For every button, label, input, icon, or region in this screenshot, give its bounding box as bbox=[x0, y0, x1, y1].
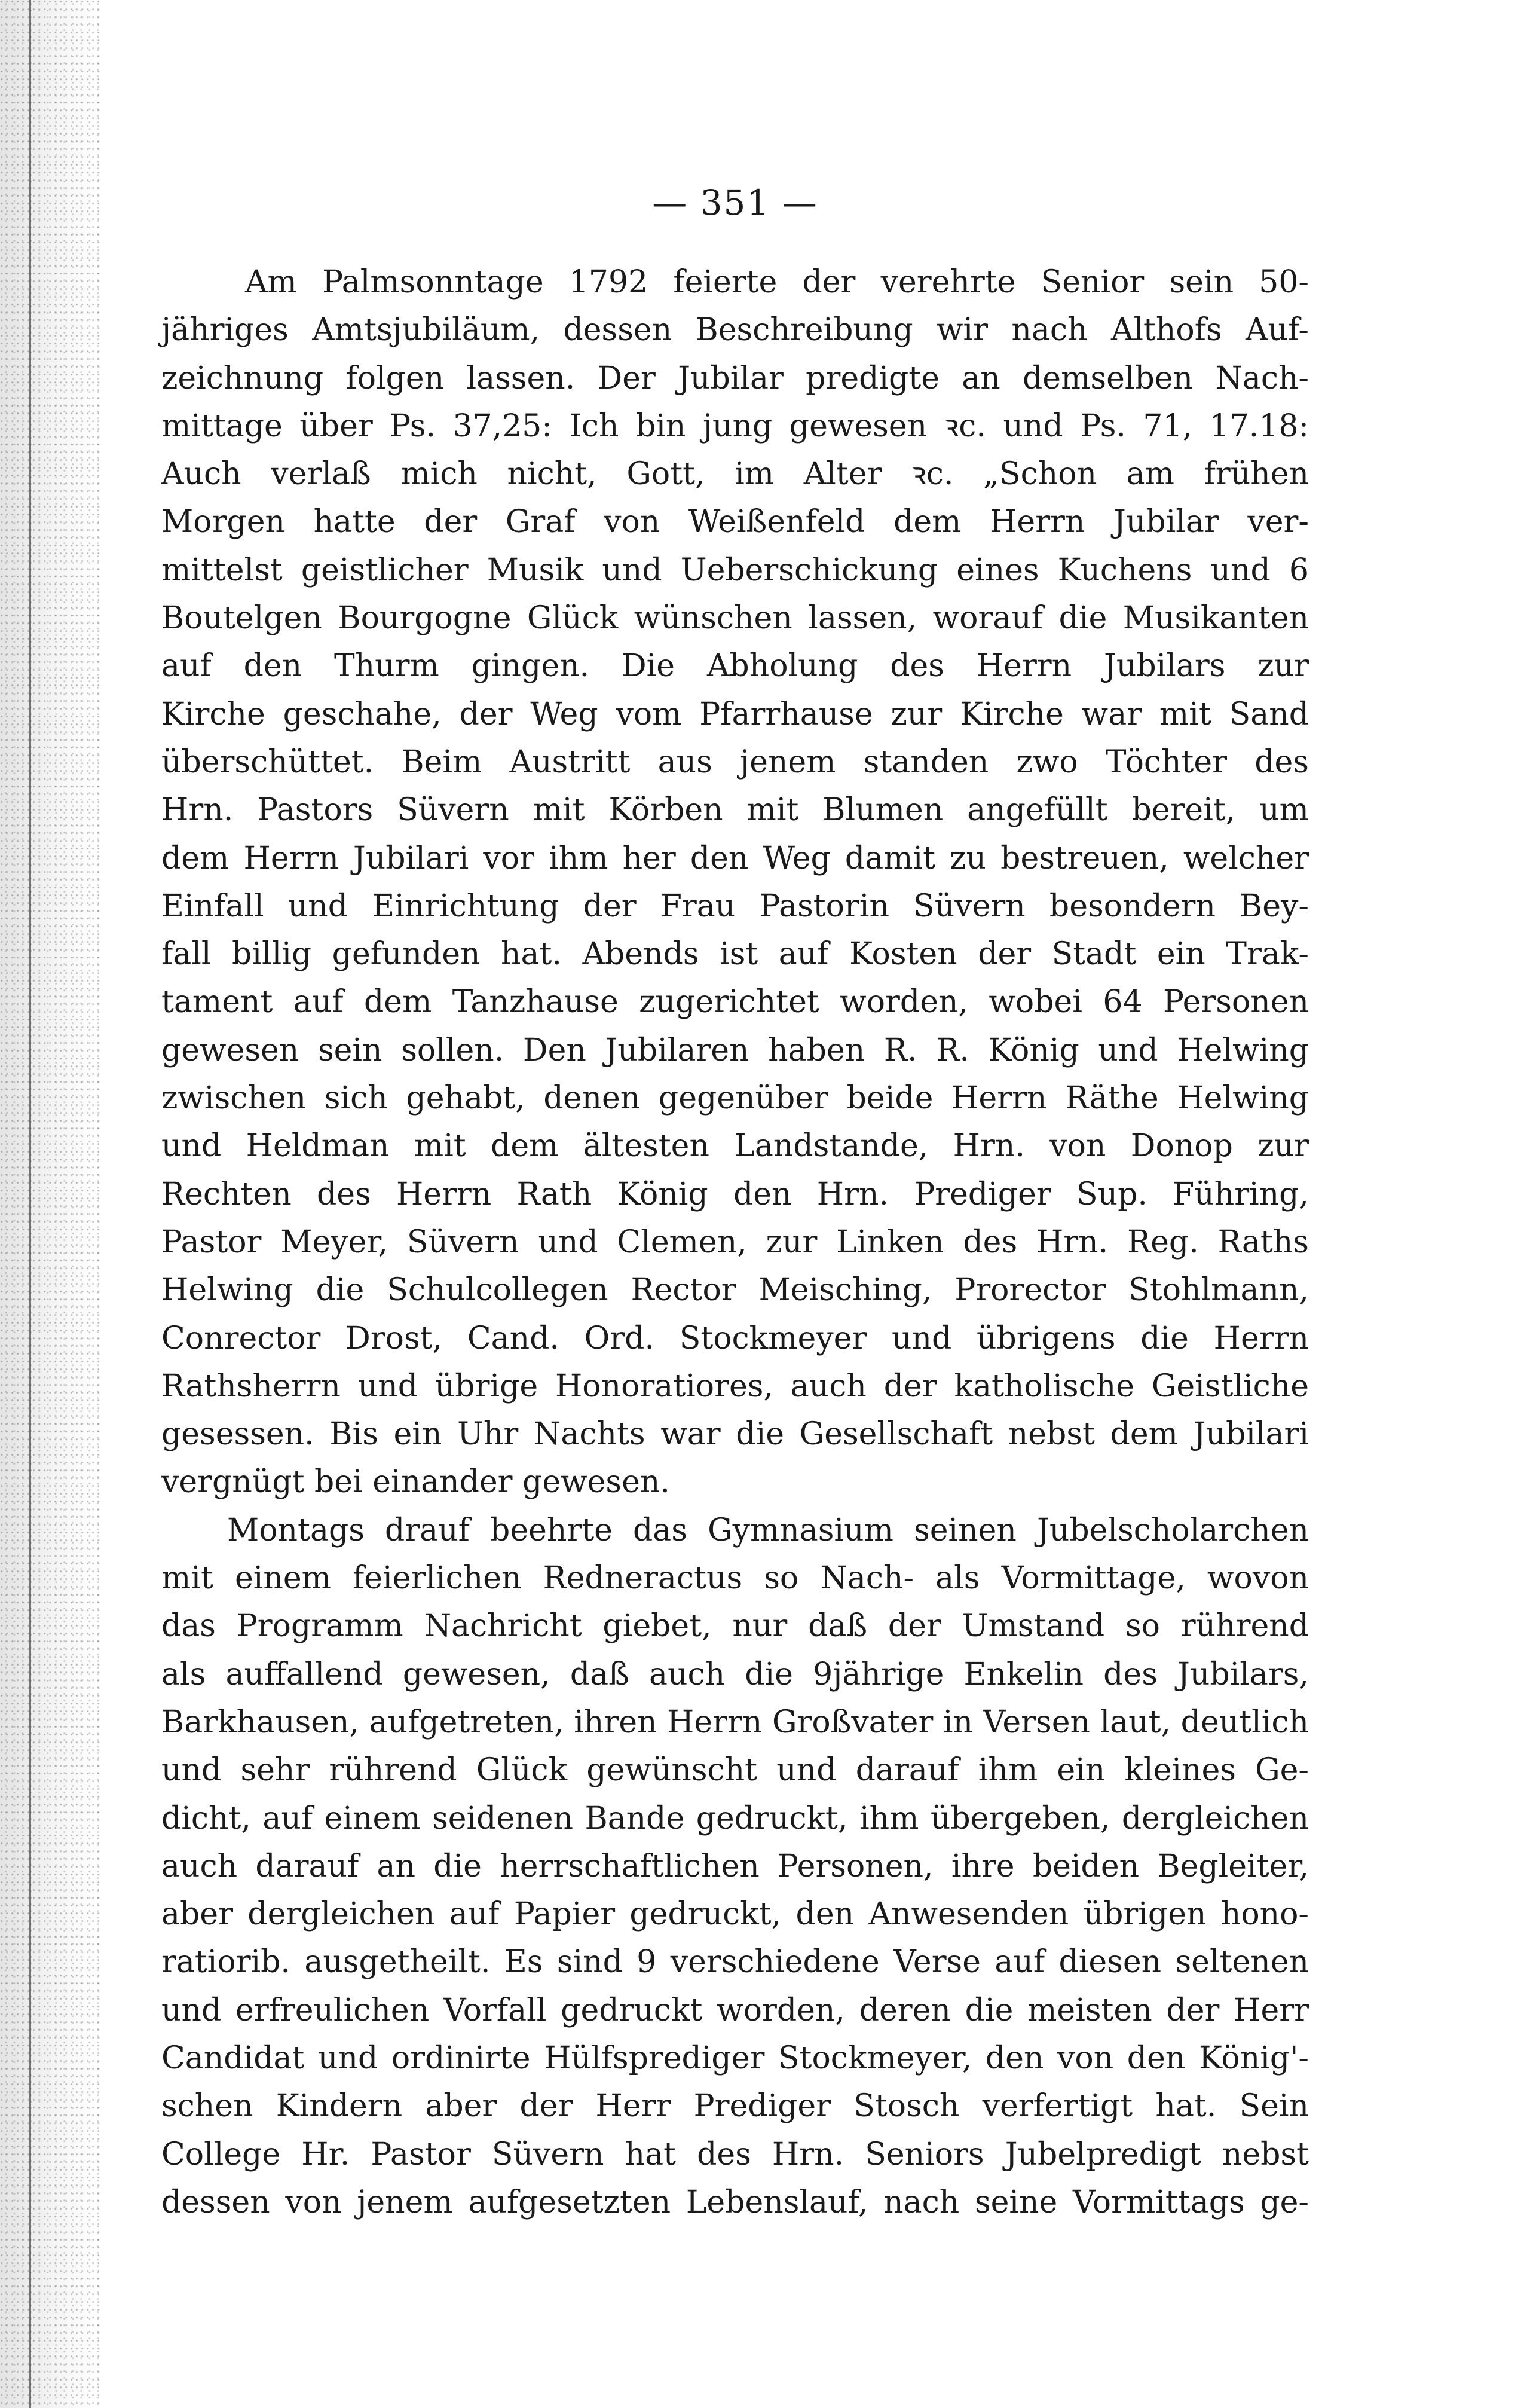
text-line: Candidat und ordinirte Hülfsprediger Stockmeyer, den von den König'- bbox=[161, 2040, 1309, 2076]
scan-edge-noise bbox=[0, 0, 102, 2408]
text-line: mittelst geistlicher Musik und Ueberschickung eines Kuchens und 6 bbox=[161, 552, 1309, 588]
text-line: und erfreulichen Vorfall gedruckt worden, deren die meisten der Herr bbox=[161, 1992, 1309, 2028]
text-line: ratiorib. ausgetheilt. Es sind 9 verschiedene Verse auf diesen seltenen bbox=[161, 1944, 1309, 1981]
page-number: — 351 — bbox=[652, 182, 818, 223]
text-line: Am Palmsonntage 1792 feierte der verehrte Senior sein 50- bbox=[245, 264, 1309, 300]
text-line: auch darauf an die herrschaftlichen Personen, ihre beiden Begleiter, bbox=[161, 1848, 1309, 1884]
text-line: Montags drauf beehrte das Gymnasium seinen Jubelscholarchen bbox=[227, 1512, 1309, 1548]
text-line: Helwing die Schulcollegen Rector Meisching, Prorector Stohlmann, bbox=[161, 1272, 1309, 1309]
text-line: fall billig gefunden hat. Abends ist auf Kosten der Stadt ein Trak- bbox=[161, 936, 1309, 973]
text-line: und Heldman mit dem ältesten Landstande, Hrn. von Donop zur bbox=[161, 1128, 1309, 1165]
text-line: Barkhausen, aufgetreten, ihren Herrn Großvater in Versen laut, deutlich bbox=[161, 1704, 1309, 1740]
text-line: überschüttet. Beim Austritt aus jenem standen zwo Töchter des bbox=[161, 744, 1309, 780]
text-line: Boutelgen Bourgogne Glück wünschen lassen, worauf die Musikanten bbox=[161, 600, 1309, 637]
text-line: vergnügt bei einander gewesen. bbox=[161, 1464, 670, 1501]
text-line: schen Kindern aber der Herr Prediger Stosch verfertigt hat. Sein bbox=[161, 2088, 1309, 2125]
text-line: mit einem feierlichen Redneractus so Nach- als Vormittage, wovon bbox=[161, 1560, 1309, 1597]
text-line: dessen von jenem aufgesetzten Lebenslauf, nach seine Vormittags ge- bbox=[161, 2184, 1309, 2220]
text-line: Pastor Meyer, Süvern und Clemen, zur Linken des Hrn. Reg. Raths bbox=[161, 1224, 1309, 1260]
text-line: und sehr rührend Glück gewünscht und darauf ihm ein kleines Ge- bbox=[161, 1752, 1309, 1789]
text-line: Rathsherrn und übrige Honoratiores, auch der katholische Geistliche bbox=[161, 1368, 1309, 1404]
text-line: gesessen. Bis ein Uhr Nachts war die Gesellschaft nebst dem Jubilari bbox=[161, 1416, 1309, 1453]
text-line: Hrn. Pastors Süvern mit Körben mit Blumen angefüllt bereit, um bbox=[161, 792, 1309, 829]
body-text bbox=[161, 258, 1309, 2226]
text-line: mittage über Ps. 37,25: Ich bin jung gewesen ꝛc. und Ps. 71, 17.18: bbox=[161, 408, 1309, 444]
text-line: dem Herrn Jubilari vor ihm her den Weg damit zu bestreuen, welcher bbox=[161, 840, 1309, 876]
text-line: auf den Thurm gingen. Die Abholung des Herrn Jubilars zur bbox=[161, 648, 1309, 684]
text-line: zeichnung folgen lassen. Der Jubilar predigte an demselben Nach- bbox=[161, 360, 1309, 396]
text-line: Morgen hatte der Graf von Weißenfeld dem Herrn Jubilar ver- bbox=[161, 504, 1309, 540]
text-line: Conrector Drost, Cand. Ord. Stockmeyer und übrigens die Herrn bbox=[161, 1320, 1309, 1356]
text-line: Auch verlaß mich nicht, Gott, im Alter ꝛc. „Schon am frühen bbox=[161, 456, 1309, 493]
text-line: College Hr. Pastor Süvern hat des Hrn. Seniors Jubelpredigt nebst bbox=[161, 2136, 1309, 2172]
text-line: dicht, auf einem seidenen Bande gedruckt, ihm übergeben, dergleichen bbox=[161, 1800, 1309, 1836]
text-line: zwischen sich gehabt, denen gegenüber beide Herrn Räthe Helwing bbox=[161, 1080, 1309, 1117]
text-line: als auffallend gewesen, daß auch die 9jährige Enkelin des Jubilars, bbox=[161, 1656, 1309, 1692]
text-line: Rechten des Herrn Rath König den Hrn. Prediger Sup. Führing, bbox=[161, 1176, 1309, 1212]
text-line: Kirche geschahe, der Weg vom Pfarrhause zur Kirche war mit Sand bbox=[161, 696, 1309, 732]
text-line: Einfall und Einrichtung der Frau Pastorin Süvern besondern Bey- bbox=[161, 888, 1309, 924]
text-line: jähriges Amtsjubiläum, dessen Beschreibung wir nach Althofs Auf- bbox=[161, 312, 1309, 349]
scan-border-line bbox=[29, 0, 31, 2408]
text-line: tament auf dem Tanzhause zugerichtet worden, wobei 64 Personen bbox=[161, 984, 1309, 1020]
text-line: gewesen sein sollen. Den Jubilaren haben R. R. König und Helwing bbox=[161, 1032, 1309, 1068]
text-line: aber dergleichen auf Papier gedruckt, den Anwesenden übrigen hono- bbox=[161, 1896, 1309, 1933]
text-line: das Programm Nachricht giebet, nur daß der Umstand so rührend bbox=[161, 1608, 1309, 1645]
